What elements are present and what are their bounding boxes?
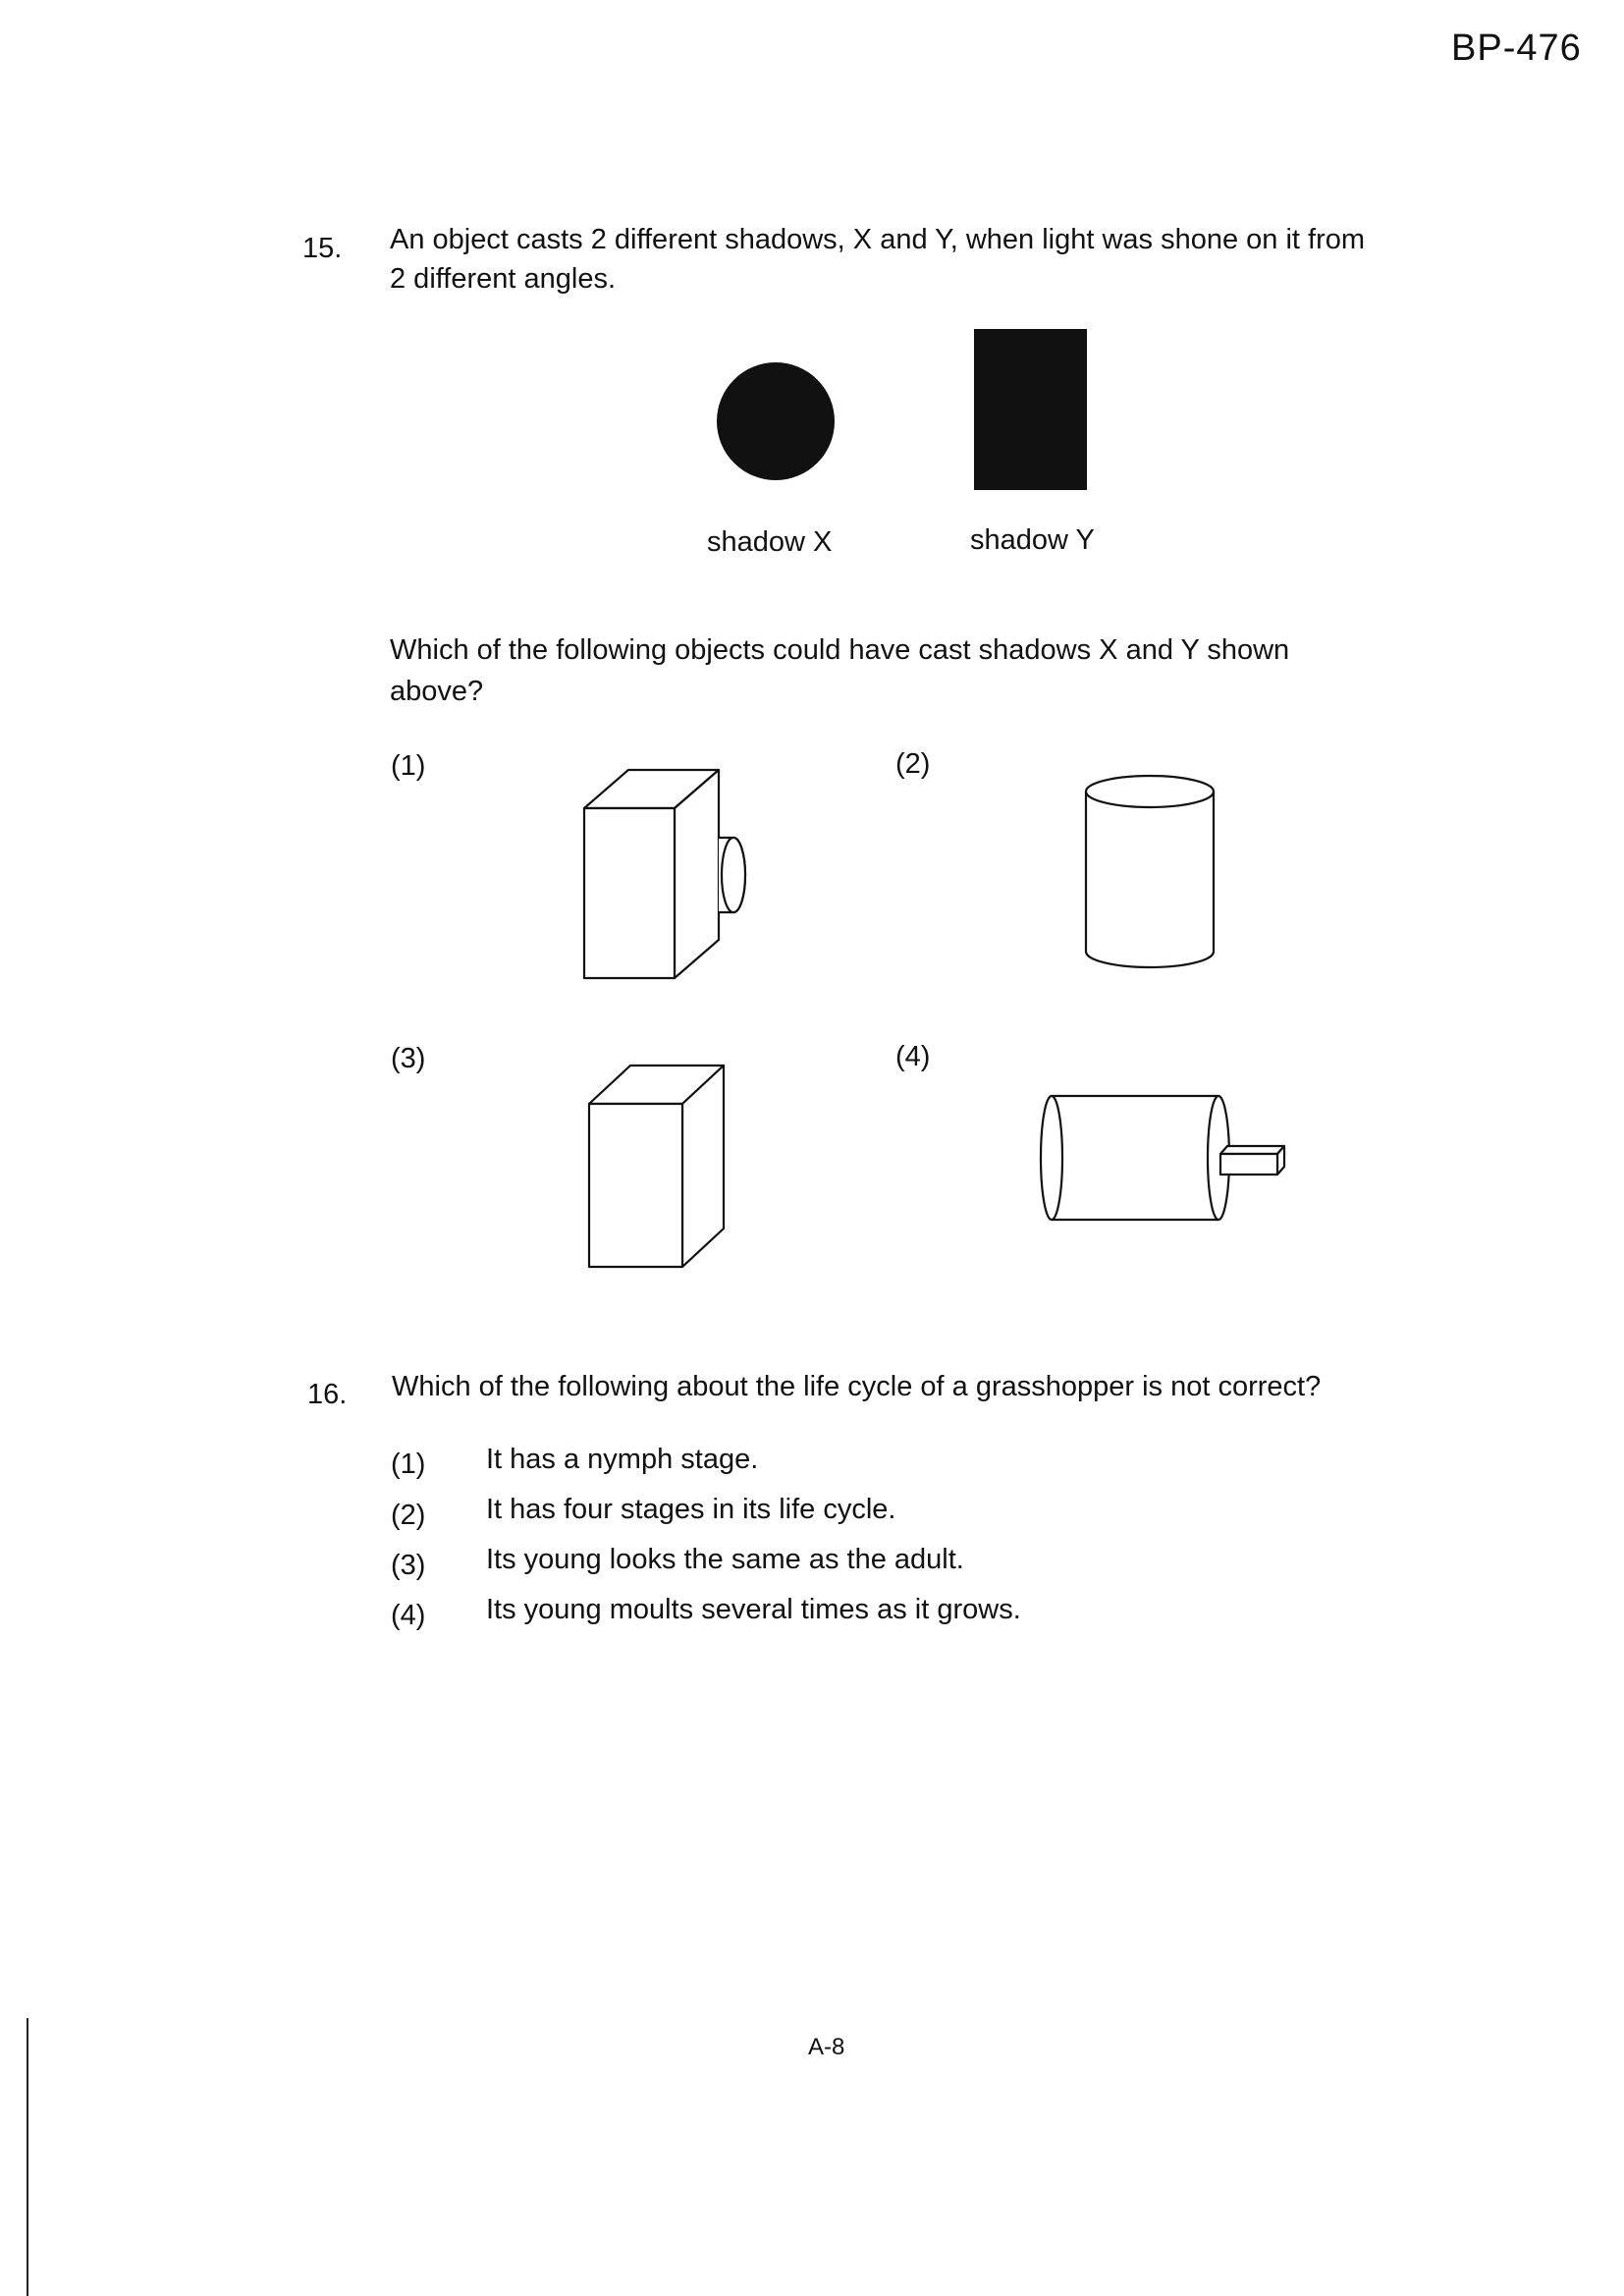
q16-option-1-text[interactable]: It has a nymph stage. xyxy=(486,1444,759,1475)
q16-option-3-text[interactable]: Its young looks the same as the adult. xyxy=(486,1544,964,1575)
option-3-box-drawing xyxy=(589,1066,724,1267)
option-2-upright-cylinder-drawing xyxy=(1086,776,1214,967)
q16-option-4-text[interactable]: Its young moults several times as it grows. xyxy=(486,1594,1021,1625)
q16-number: 16. xyxy=(307,1379,348,1410)
q15-number: 15. xyxy=(302,233,343,264)
q15-text-line1: An object casts 2 different shadows, X and Y, when light was shone on it from xyxy=(390,224,1366,255)
q15-option-2-label[interactable]: (2) xyxy=(895,748,931,780)
q16-option-2-text[interactable]: It has four stages in its life cycle. xyxy=(486,1494,896,1525)
q16-option-1-label[interactable]: (1) xyxy=(391,1449,426,1480)
q16-option-3-label[interactable]: (3) xyxy=(391,1550,426,1581)
shadow-x-label: shadow X xyxy=(707,526,833,558)
option-4-horizontal-cylinder-drawing xyxy=(1041,1096,1284,1220)
q15-question-line1: Which of the following objects could have cast shadows X and Y shown xyxy=(390,634,1290,666)
scan-margin-line xyxy=(27,2018,28,2296)
q16-text: Which of the following about the life cycle of a grasshopper is not correct? xyxy=(392,1371,1322,1402)
q15-option-1-label[interactable]: (1) xyxy=(391,750,426,782)
q15-text-line2: 2 different angles. xyxy=(390,263,617,295)
q16-option-2-label[interactable]: (2) xyxy=(391,1500,426,1531)
q15-option-4-label[interactable]: (4) xyxy=(895,1041,931,1072)
q16-option-4-label[interactable]: (4) xyxy=(391,1600,426,1631)
paper-code: BP-476 xyxy=(1451,27,1582,69)
page-number: A-8 xyxy=(808,2034,845,2060)
option-1-box-with-cylinder-drawing xyxy=(584,770,745,978)
q15-question-line2: above? xyxy=(390,676,484,707)
q15-option-3-label[interactable]: (3) xyxy=(391,1043,426,1074)
shadow-y-label: shadow Y xyxy=(970,524,1095,556)
